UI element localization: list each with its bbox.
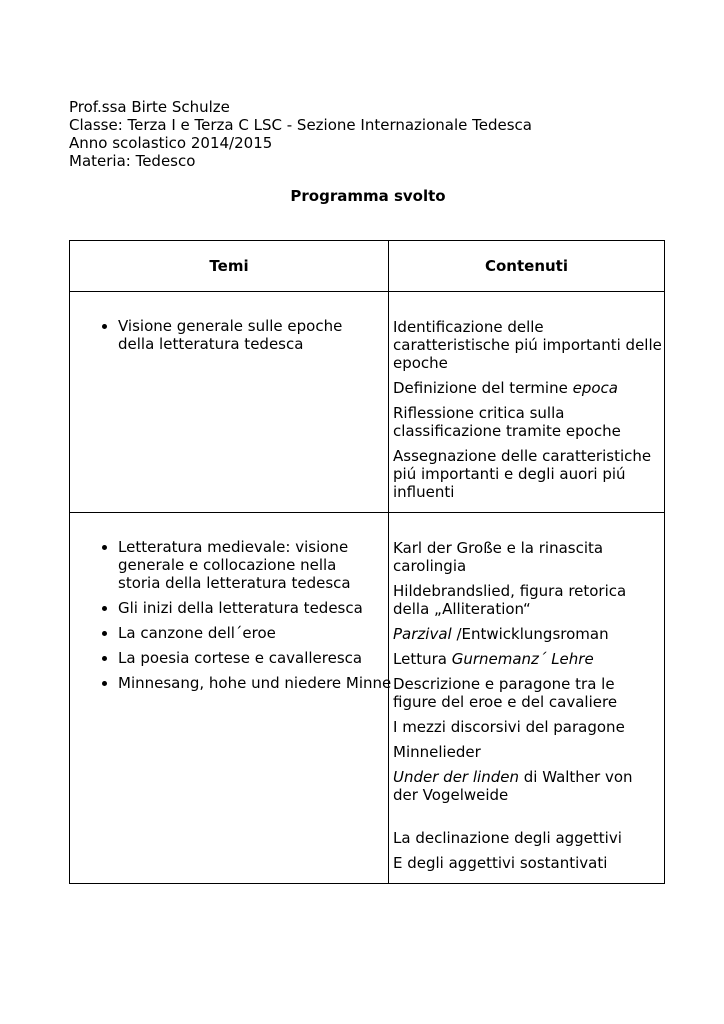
list-item: • Gli inizi della letteratura tedesca (118, 599, 388, 617)
content-paragraph: Karl der Große e la rinascita carolingia (393, 539, 604, 575)
content-paragraph: Minnelieder (393, 743, 481, 761)
program-table (69, 240, 665, 884)
content-paragraph: I mezzi discorsivi del paragone (393, 718, 625, 736)
content-paragraph (393, 768, 662, 804)
table-row (70, 513, 665, 884)
content-emphasis: Gurnemanz´ Lehre (451, 650, 594, 668)
list-item: • La poesia cortese e cavalleresca (118, 649, 388, 667)
content-paragraph (393, 625, 662, 643)
content-text: Lettura (393, 650, 452, 668)
content-paragraph: Hildebrandslied, figura retorica della „Alliteration“ (393, 582, 627, 618)
temi-list (70, 317, 388, 353)
list-item: • La canzone dell´eroe (118, 624, 388, 642)
contenuti-cell (389, 292, 665, 513)
content-emphasis: Parzival (393, 625, 452, 643)
table-row (70, 292, 665, 513)
subject-line: Materia: Tedesco (69, 152, 196, 170)
teacher-line: Prof.ssa Birte Schulze (69, 98, 230, 116)
column-header-temi: Temi (70, 241, 389, 292)
content-paragraph (393, 650, 662, 668)
content-paragraph: E degli aggettivi sostantivati (393, 854, 608, 872)
content-paragraph: La declinazione degli aggettivi (393, 829, 622, 847)
content-text: di Walther von der Vogelweide (393, 768, 633, 804)
blank-line (393, 811, 662, 829)
content-text: /Entwicklungsroman (451, 625, 609, 643)
temi-cell (70, 292, 389, 513)
list-item: • Visione generale sulle epoche della letteratura tedesca (118, 317, 388, 353)
year-line: Anno scolastico 2014/2015 (69, 134, 273, 152)
content-text: Definizione del termine (393, 379, 573, 397)
table-header-row (70, 241, 665, 292)
content-paragraph: Descrizione e paragone tra le figure del eroe e del cavaliere (393, 675, 618, 711)
contenuti-cell (389, 513, 665, 884)
content-emphasis: epoca (572, 379, 618, 397)
document-header (69, 98, 532, 170)
content-paragraph: Assegnazione delle caratteristiche piú importanti e degli auori piú influenti (393, 447, 652, 501)
list-item: • Minnesang, hohe und niedere Minne (118, 674, 388, 692)
column-header-contenuti: Contenuti (389, 241, 665, 292)
content-paragraph: Identificazione delle caratteristische piú importanti delle epoche (393, 318, 662, 372)
class-line: Classe: Terza I e Terza C LSC - Sezione Internazionale Tedesca (69, 116, 532, 134)
content-paragraph (393, 379, 662, 397)
list-item: • Letteratura medievale: visione generale e collocazione nella storia della letteratura tedesca (118, 538, 388, 592)
content-paragraph: Riflessione critica sulla classificazione tramite epoche (393, 404, 621, 440)
temi-cell (70, 513, 392, 884)
temi-list (70, 538, 392, 692)
content-emphasis: Under der linden (393, 768, 519, 786)
document-title: Programma svolto (290, 187, 446, 205)
